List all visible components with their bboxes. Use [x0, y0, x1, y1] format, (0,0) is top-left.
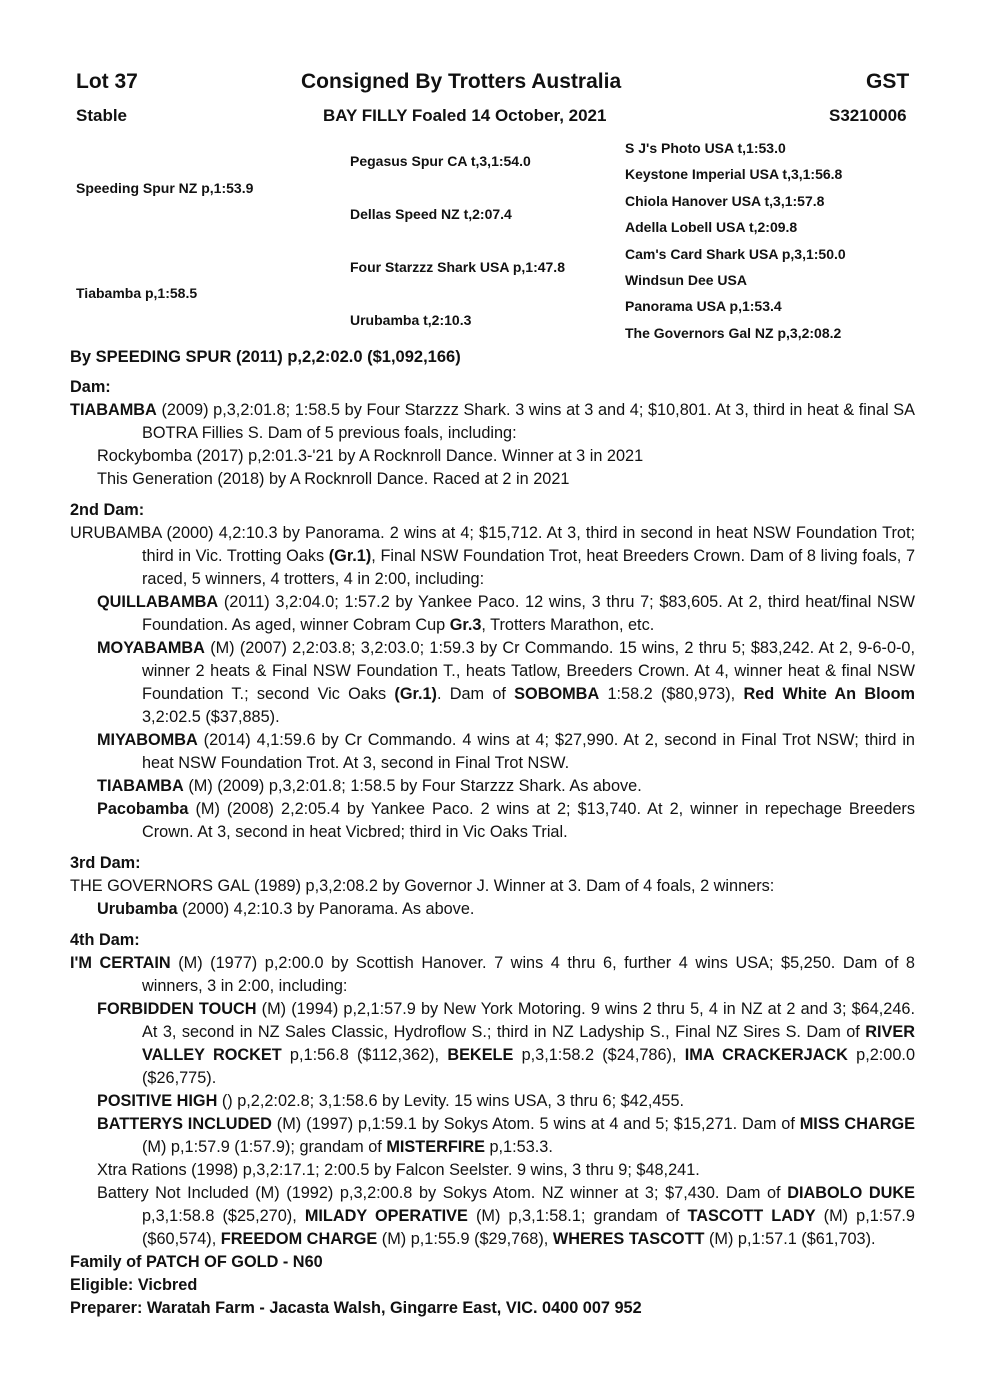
fourth-dam-heading: 4th Dam:	[70, 931, 140, 949]
pedigree-dam-dam: Urubamba t,2:10.3	[350, 312, 472, 328]
dam-heading: Dam:	[70, 378, 111, 396]
pedigree-g3: S J's Photo USA t,1:53.0	[625, 140, 786, 156]
pedigree-g3: Keystone Imperial USA t,3,1:56.8	[625, 166, 843, 182]
third-dam-heading: 3rd Dam:	[70, 854, 141, 872]
second-dam-entry: URUBAMBA (2000) 4,2:10.3 by Panorama. 2 wins at 4; $15,712. At 3, third in second in heat NSW Foundation Trot; third in Vic. Trotting Oaks (Gr.1), Final NSW Foundation Trot, heat Breeders Crown. Dam of 8 living foals, 7 raced, 5 winners, 4 trotters, 4 in 2:00, including:	[70, 524, 915, 588]
foal-entry: This Generation (2018) by A Rocknroll Dance. Raced at 2 in 2021	[97, 470, 570, 488]
stock-code: S3210006	[829, 106, 907, 125]
pedigree-sire-dam: Dellas Speed NZ t,2:07.4	[350, 206, 512, 222]
gst-label: GST	[866, 70, 910, 93]
horse-name: TIABAMBA	[70, 401, 157, 419]
pedigree-sire-sire: Pegasus Spur CA t,3,1:54.0	[350, 153, 531, 169]
family-line: Family of PATCH OF GOLD - N60	[70, 1253, 323, 1271]
horse-description: BAY FILLY Foaled 14 October, 2021	[323, 106, 607, 125]
fourth-dam-entry: I'M CERTAIN (M) (1977) p,2:00.0 by Scottish Hanover. 7 wins 4 thru 6, further 4 wins USA; $5,250. Dam of 8 winners, 3 in 2:00, including:	[70, 954, 915, 995]
pedigree-g3: The Governors Gal NZ p,3,2:08.2	[625, 325, 842, 341]
pedigree-g3: Windsun Dee USA	[625, 272, 747, 288]
offspring-entry: TIABAMBA (M) (2009) p,3,2:01.8; 1:58.5 by Four Starzzz Shark. As above.	[97, 777, 642, 795]
offspring-entry: Battery Not Included (M) (1992) p,3,2:00.8 by Sokys Atom. NZ winner at 3; $7,430. Dam of DIABOLO DUKE p,3,1:58.8 ($25,270), MILADY OPERATIVE (M) p,3,1:58.1; grandam of TASCOTT LADY (M) p,1:57.9 ($60,574), FREEDOM CHARGE (M) p,1:55.9 ($29,768), WHERES TASCOTT (M) p,1:57.1 ($61,703).	[97, 1184, 915, 1248]
offspring-entry: Xtra Rations (1998) p,3,2:17.1; 2:00.5 by Falcon Seelster. 9 wins, 3 thru 9; $48,241.	[97, 1161, 700, 1179]
sire-summary: By SPEEDING SPUR (2011) p,2,2:02.0 ($1,092,166)	[70, 348, 461, 366]
pedigree-dam: Tiabamba p,1:58.5	[76, 285, 198, 301]
offspring-entry: QUILLABAMBA (2011) 3,2:04.0; 1:57.2 by Yankee Paco. 12 wins, 3 thru 7; $83,605. At 2, third heat/final NSW Foundation. As aged, winner Cobram Cup Gr.3, Trotters Marathon, etc.	[97, 593, 915, 634]
eligible-line: Eligible: Vicbred	[70, 1276, 198, 1294]
preparer-line: Preparer: Waratah Farm - Jacasta Walsh, Gingarre East, VIC. 0400 007 952	[70, 1299, 642, 1317]
third-dam-entry: THE GOVERNORS GAL (1989) p,3,2:08.2 by Governor J. Winner at 3. Dam of 4 foals, 2 winners:	[70, 877, 775, 895]
stable-label: Stable	[76, 106, 128, 125]
offspring-entry: MOYABAMBA (M) (2007) 2,2:03.8; 3,2:03.0; 1:59.3 by Cr Commando. 15 wins, 2 thru 5; $83,242. At 2, 9-6-0-0, winner 2 heats & Final NSW Foundation T., heats Tatlow, Breeders Crown. At 4, winner heat & final NSW Foundation T.; second Vic Oaks (Gr.1). Dam of SOBOMBA 1:58.2 ($80,973), Red White An Bloom 3,2:02.5 ($37,885).	[97, 639, 915, 726]
dam-entry: TIABAMBA (2009) p,3,2:01.8; 1:58.5 by Four Starzzz Shark. 3 wins at 3 and 4; $10,801. At 3, third in heat & final SA BOTRA Fillies S. Dam of 5 previous foals, including:	[70, 401, 915, 442]
offspring-entry: Urubamba (2000) 4,2:10.3 by Panorama. As above.	[97, 900, 475, 918]
offspring-entry: Pacobamba (M) (2008) 2,2:05.4 by Yankee Paco. 2 wins at 2; $13,740. At 2, winner in repechage Breeders Crown. At 3, second in heat Vicbred; third in Vic Oaks Trial.	[97, 800, 915, 841]
consignor: Consigned By Trotters Australia	[301, 70, 622, 93]
pedigree-g3: Adella Lobell USA t,2:09.8	[625, 219, 798, 235]
pedigree-g3: Panorama USA p,1:53.4	[625, 298, 782, 314]
pedigree-sire: Speeding Spur NZ p,1:53.9	[76, 180, 254, 196]
pedigree-g3: Cam's Card Shark USA p,3,1:50.0	[625, 246, 846, 262]
offspring-entry: POSITIVE HIGH () p,2,2:02.8; 3,1:58.6 by Levity. 15 wins USA, 3 thru 6; $42,455.	[97, 1092, 685, 1110]
second-dam-heading: 2nd Dam:	[70, 501, 145, 519]
pedigree-dam-sire: Four Starzzz Shark USA p,1:47.8	[350, 259, 565, 275]
lot-number: Lot 37	[76, 70, 138, 93]
offspring-entry: MIYABOMBA (2014) 4,1:59.6 by Cr Commando. 4 wins at 4; $27,990. At 2, second in Final Trot NSW; third in heat NSW Foundation Trot. At 3, second in Final Trot NSW.	[97, 731, 915, 772]
catalogue-body	[70, 376, 915, 1320]
foal-entry: Rockybomba (2017) p,2:01.3-'21 by A Rocknroll Dance. Winner at 3 in 2021	[97, 447, 644, 465]
pedigree-g3: Chiola Hanover USA t,3,1:57.8	[625, 193, 825, 209]
offspring-entry: FORBIDDEN TOUCH (M) (1994) p,2,1:57.9 by New York Motoring. 9 wins 2 thru 5, 4 in NZ at 2 and 3; $64,246. At 3, second in NZ Sales Classic, Hydroflow S.; third in NZ Ladyship S., Final NZ Sires S. Dam of RIVER VALLEY ROCKET p,1:56.8 ($112,362), BEKELE p,3,1:58.2 ($24,786), IMA CRACKERJACK p,2:00.0 ($26,775).	[97, 1000, 915, 1087]
offspring-entry: BATTERYS INCLUDED (M) (1997) p,1:59.1 by Sokys Atom. 5 wins at 4 and 5; $15,271. Dam of MISS CHARGE (M) p,1:57.9 (1:57.9); grandam of MISTERFIRE p,1:53.3.	[97, 1115, 915, 1156]
